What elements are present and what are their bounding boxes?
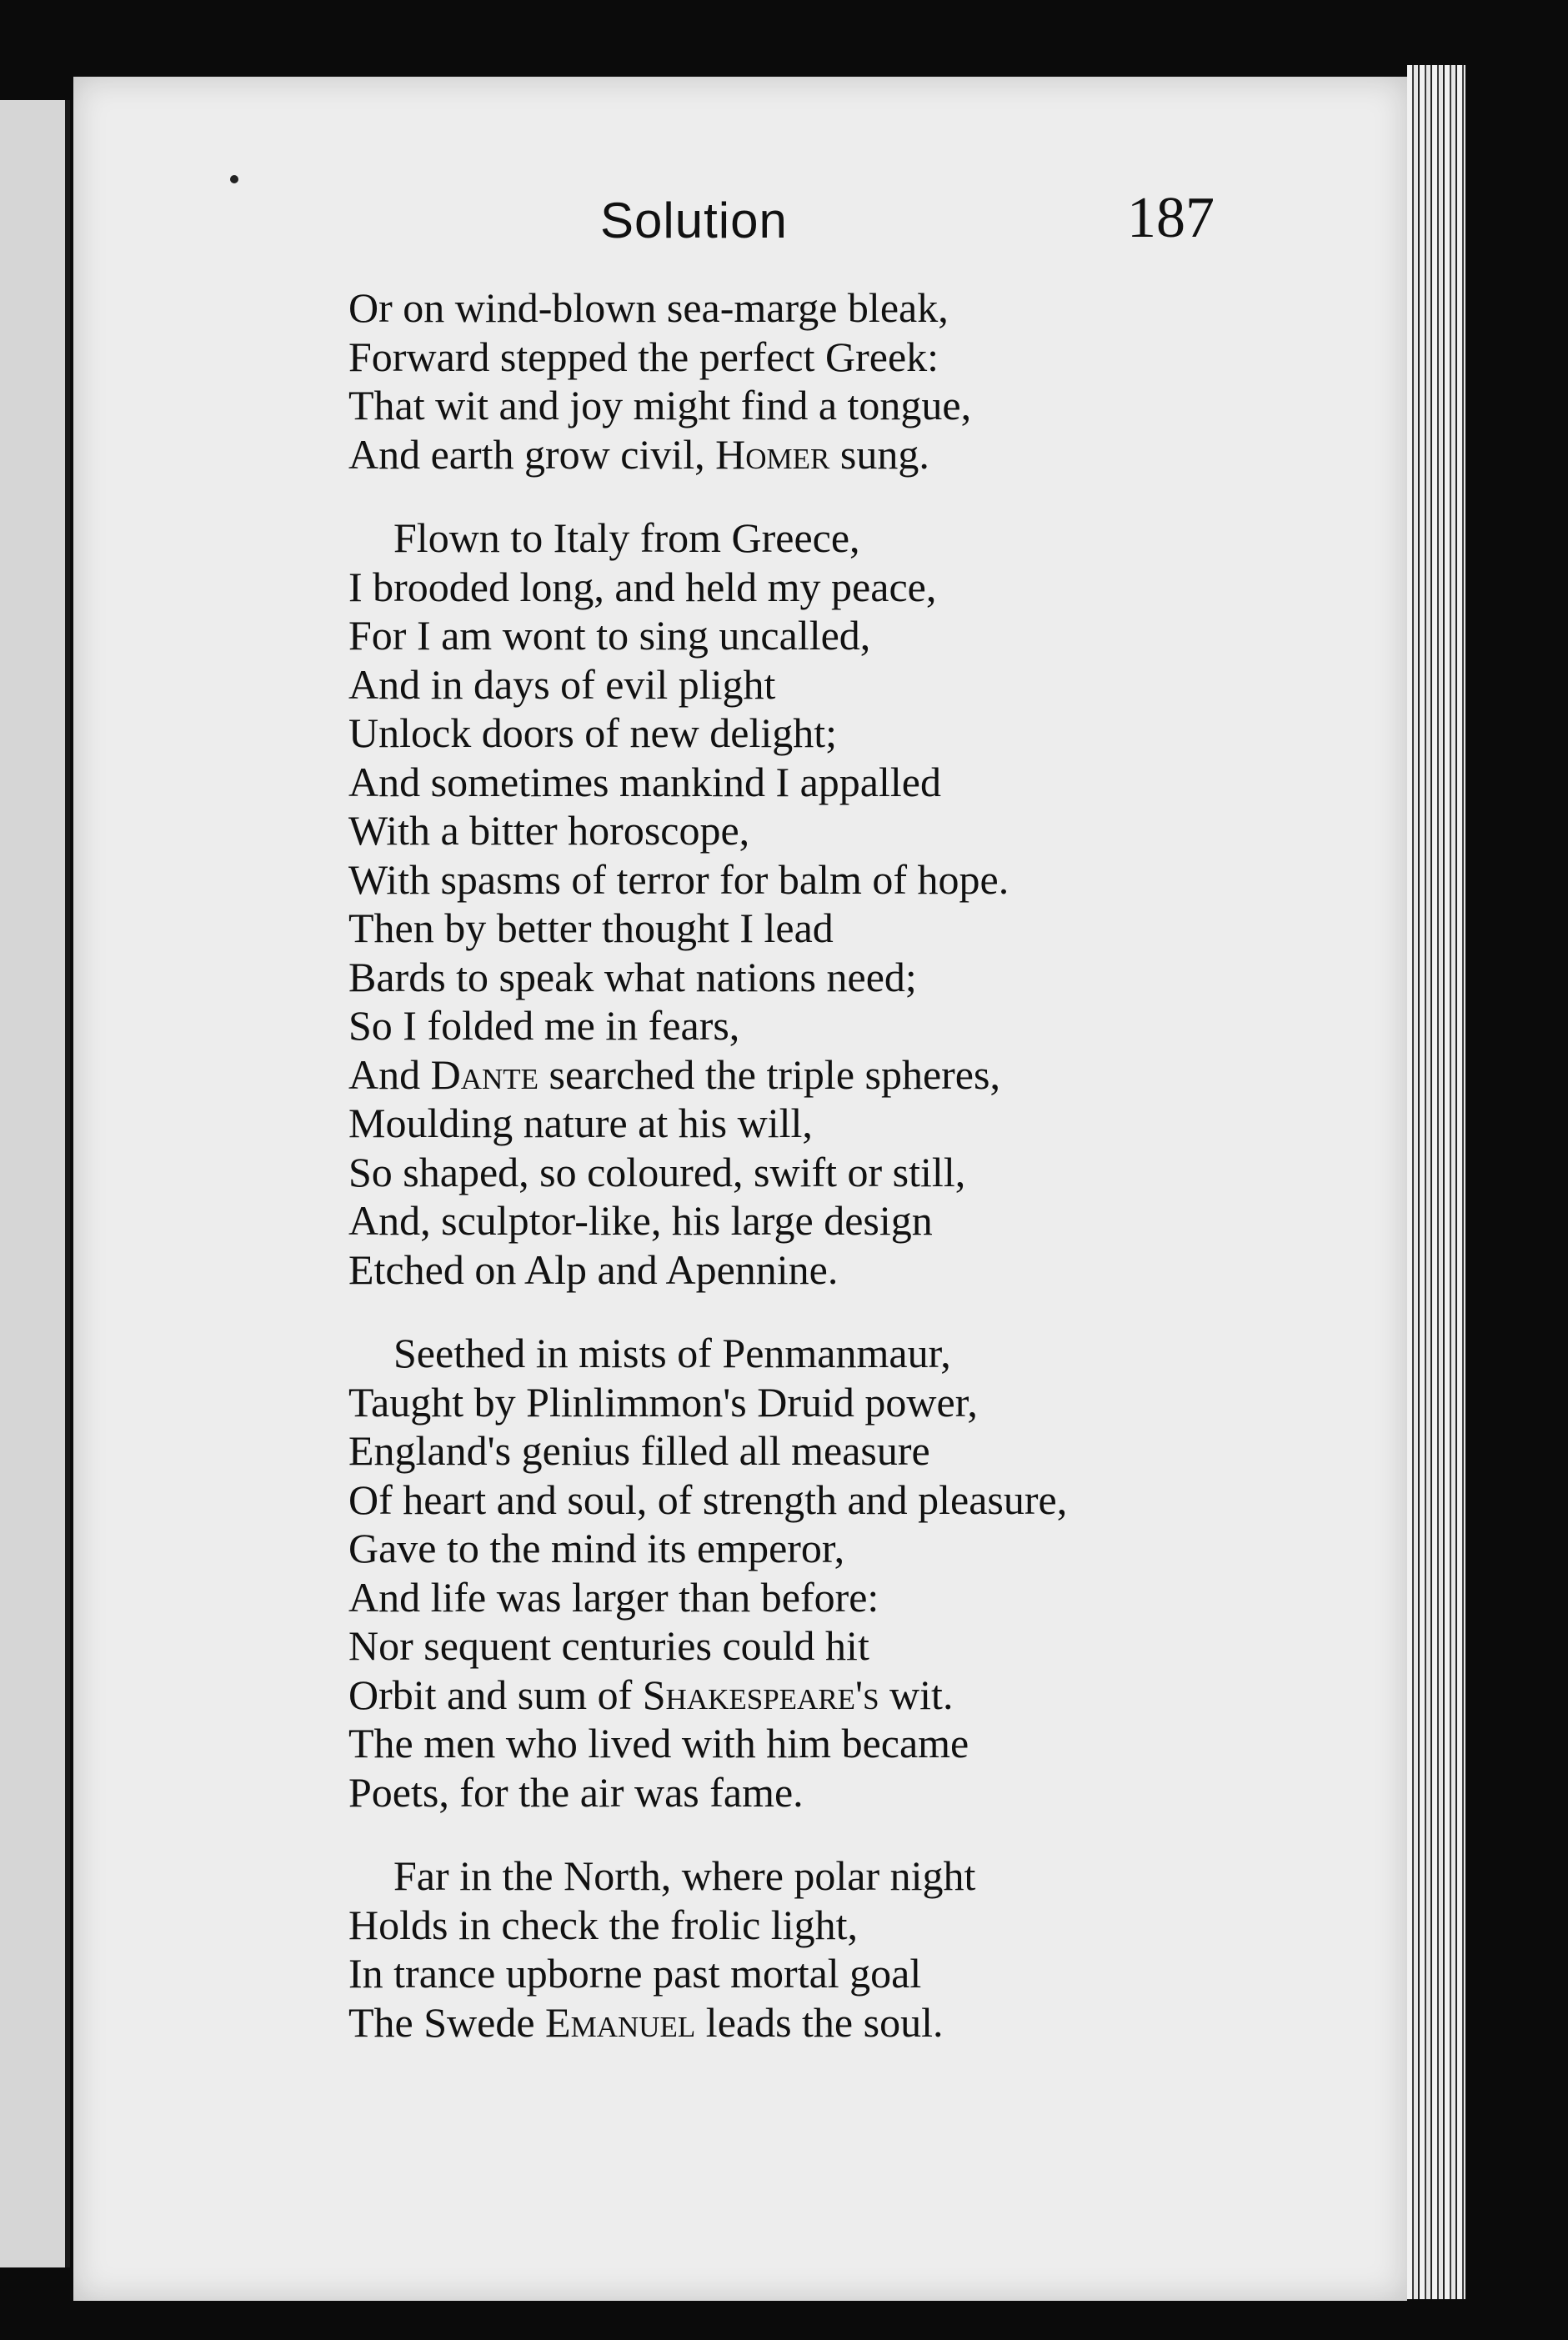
verse-fragment: sung. <box>829 430 929 478</box>
verse-line: With spasms of terror for balm of hope. <box>348 855 1009 903</box>
verse-line: Gave to the mind its emperor, <box>348 1525 845 1571</box>
verse-line: Flown to Italy from Greece, <box>393 514 860 561</box>
verse-line: With a bitter horoscope, <box>348 807 750 854</box>
verse-line: Or on wind-blown sea-marge bleak, <box>348 284 949 331</box>
verse-line: Seethed in mists of Penmanmaur, <box>393 1330 951 1376</box>
verse-line: In trance upborne past mortal goal <box>348 1950 922 1997</box>
verse-line: That wit and joy might find a tongue, <box>348 382 972 428</box>
stanza-4 <box>348 1851 1332 2047</box>
verse-line: Taught by Plinlimmon's Druid power, <box>348 1378 978 1426</box>
verse-line <box>348 1671 1332 1720</box>
verse-line <box>348 1998 1332 2047</box>
verse-fragment: searched the triple spheres, <box>539 1050 1000 1098</box>
proper-name: Homer <box>715 430 830 478</box>
verse-line: Etched on Alp and Apennine. <box>348 1245 839 1293</box>
verse-fragment: wit. <box>879 1671 954 1718</box>
running-head: Solution <box>600 193 788 248</box>
verse-line: Far in the North, where polar night <box>393 1852 976 1899</box>
verse-line: Of heart and soul, of strength and pleasure, <box>348 1476 1068 1523</box>
verse-line: Holds in check the frolic light, <box>348 1901 858 1948</box>
proper-name: Dante <box>430 1050 539 1098</box>
verse-line: The men who lived with him became <box>348 1720 969 1766</box>
verse-fragment: Orbit and sum of <box>348 1671 643 1718</box>
stanza-2 <box>348 514 1332 1294</box>
verse-line: So shaped, so coloured, swift or still, <box>348 1148 966 1195</box>
verse-line: Moulding nature at his will, <box>348 1100 813 1146</box>
proper-name: Shakespeare's <box>642 1671 879 1718</box>
verse-line: Then by better thought I lead <box>348 904 834 951</box>
verse-line: And, sculptor-like, his large design <box>348 1197 933 1244</box>
verse-line <box>348 430 1332 479</box>
verse-line <box>348 1050 1332 1100</box>
verse-line: Poets, for the air was fame. <box>348 1768 804 1816</box>
verse-line: So I folded me in fears, <box>348 1002 740 1049</box>
verse-fragment: And <box>348 1050 431 1098</box>
verse-line: And sometimes mankind I appalled <box>348 758 941 805</box>
poem-text <box>348 283 1332 2082</box>
verse-line: England's genius filled all measure <box>348 1427 930 1474</box>
verse-line: Unlock doors of new delight; <box>348 709 838 756</box>
page-stack-edges <box>1407 65 1465 2299</box>
verse-line: And life was larger than before: <box>348 1573 879 1621</box>
page-number: 187 <box>1127 186 1215 250</box>
facing-page-edge <box>0 100 70 2267</box>
verse-fragment: The Swede <box>348 1998 546 2046</box>
verse-fragment: leads the soul. <box>695 1998 944 2046</box>
stanza-1 <box>348 283 1332 479</box>
verse-line: Nor sequent centuries could hit <box>348 1622 869 1669</box>
verse-line: For I am wont to sing uncalled, <box>348 612 871 659</box>
verse-line: Forward stepped the perfect Greek: <box>348 333 939 380</box>
verse-fragment: And earth grow civil, <box>348 430 716 478</box>
verse-line: And in days of evil plight <box>348 660 776 708</box>
verse-line: I brooded long, and held my peace, <box>348 563 937 610</box>
ink-speck <box>230 175 238 183</box>
proper-name: Emanuel <box>545 1998 696 2046</box>
stanza-3 <box>348 1329 1332 1816</box>
verse-line: Bards to speak what nations need; <box>348 953 917 1000</box>
